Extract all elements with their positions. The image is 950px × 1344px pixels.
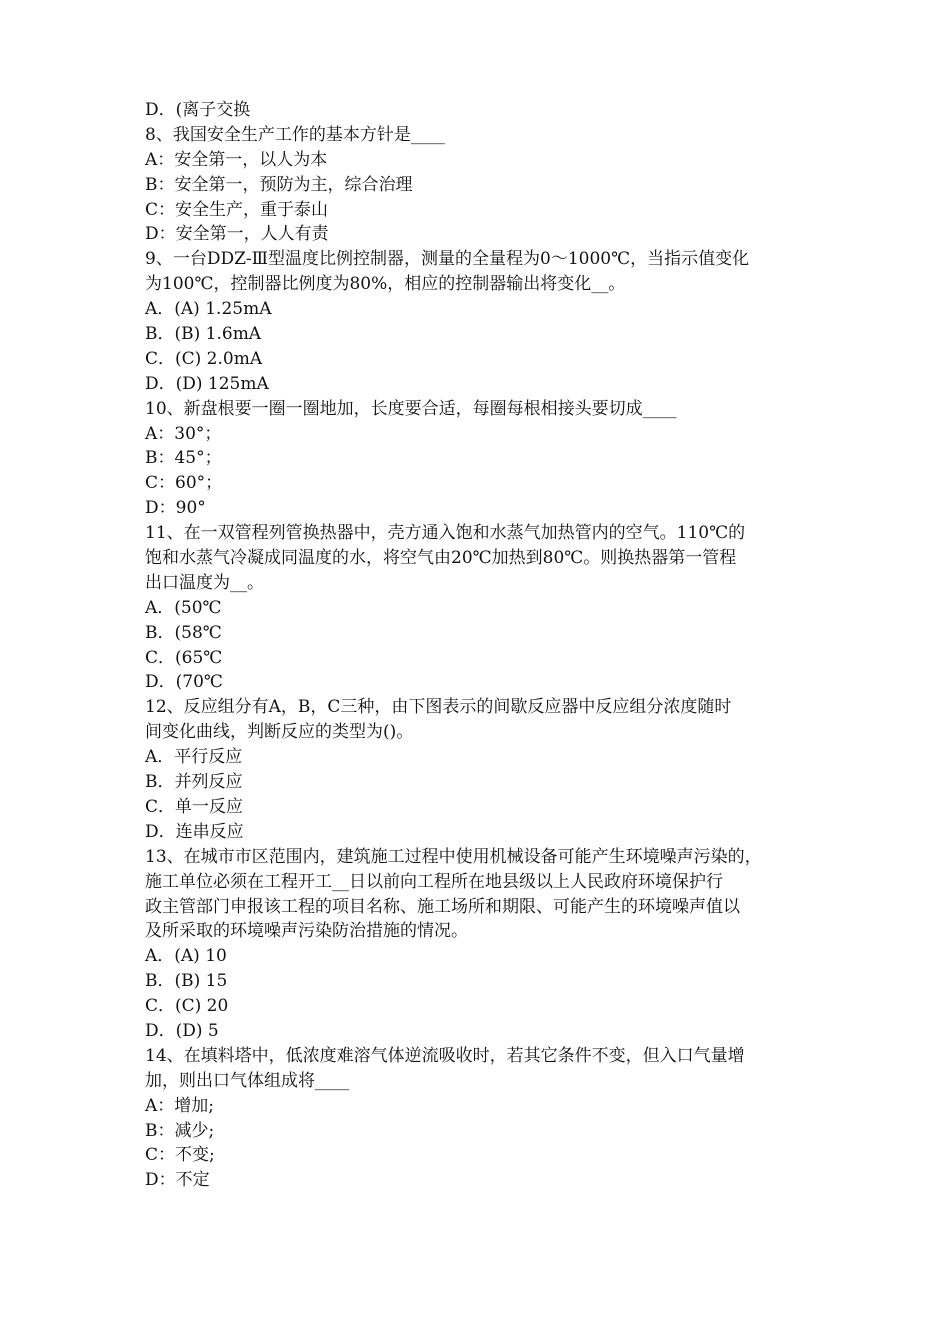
option-line: D．(D) 5 [145,1020,219,1041]
option-line: D：90° [145,498,206,519]
option-line: B．(58℃ [145,622,222,643]
question-8-stem: 8、我国安全生产工作的基本方针是____ [145,124,445,145]
question-14-stem: 14、在填料塔中，低浓度难溶气体逆流吸收时，若其它条件不变，但入口气量增 [145,1045,745,1066]
option-line: C．单一反应 [145,796,244,817]
option-line: B．并列反应 [145,772,243,793]
option-line: D．(D) 125mA [145,373,269,394]
question-12-stem: 12、反应组分有A，B，C三种，由下图表示的间歇反应器中反应组分浓度随时 [145,697,732,718]
option-line: A．(A) 10 [145,946,227,967]
text-line: D．(离子交换 [145,100,251,120]
option-line: A：增加; [145,1095,215,1116]
option-line: A．(A) 1.25mA [145,299,272,320]
option-line: B：45°； [145,448,222,469]
option-line: B．(B) 1.6mA [145,324,262,345]
option-line: B：减少; [145,1120,215,1141]
question-13-stem-cont: 施工单位必须在工程开工__日以前向工程所在地县级以上人民政府环境保护行 [145,871,723,892]
option-line: A．平行反应 [145,747,243,768]
question-11-stem: 11、在一双管程列管换热器中，壳方通入饱和水蒸气加热管内的空气。110℃的 [145,523,746,544]
question-12-stem-cont: 间变化曲线，判断反应的类型为()。 [145,722,414,743]
question-10-stem: 10、新盘根要一圈一圈地加，长度要合适，每圈每根相接头要切成____ [145,398,677,419]
document-body [145,98,817,1193]
option-line: A．(50℃ [145,597,222,618]
option-line: C．(C) 20 [145,996,229,1017]
question-13-stem-cont: 及所采取的环境噪声污染防治措施的情况。 [145,921,468,942]
question-9-stem: 9、一台DDZ-Ⅲ型温度比例控制器，测量的全量程为0～1000℃，当指示值变化 [145,249,750,270]
option-line: A：安全第一，以人为本 [145,149,328,170]
option-line: C：不变; [145,1145,215,1166]
option-line: D．连串反应 [145,821,244,842]
question-14-stem-cont: 加，则出口气体组成将____ [145,1070,349,1091]
question-13-stem-cont: 政主管部门申报该工程的项目名称、施工场所和期限、可能产生的环境噪声值以 [145,896,740,917]
option-line: D．(70℃ [145,672,223,693]
question-11-stem-cont: 饱和水蒸气冷凝成同温度的水，将空气由20℃加热到80℃。则换热器第一管程 [145,548,737,569]
option-line: B．(B) 15 [145,971,228,992]
question-9-stem-cont: 为100℃，控制器比例度为80%，相应的控制器输出将变化__。 [145,274,626,295]
option-line: C．(C) 2.0mA [145,348,263,369]
option-line: A：30°； [145,423,222,444]
option-line: C：安全生产，重于泰山 [145,199,329,220]
option-line: C．(65℃ [145,647,223,668]
option-line: B：安全第一，预防为主，综合治理 [145,174,413,195]
question-11-stem-cont: 出口温度为__。 [145,572,264,593]
question-13-stem: 13、在城市市区范围内，建筑施工过程中使用机械设备可能产生环境噪声污染的， [145,846,762,867]
option-line: C：60°； [145,473,223,494]
option-line: D：安全第一，人人有责 [145,224,329,245]
option-line: D：不定 [145,1170,210,1191]
